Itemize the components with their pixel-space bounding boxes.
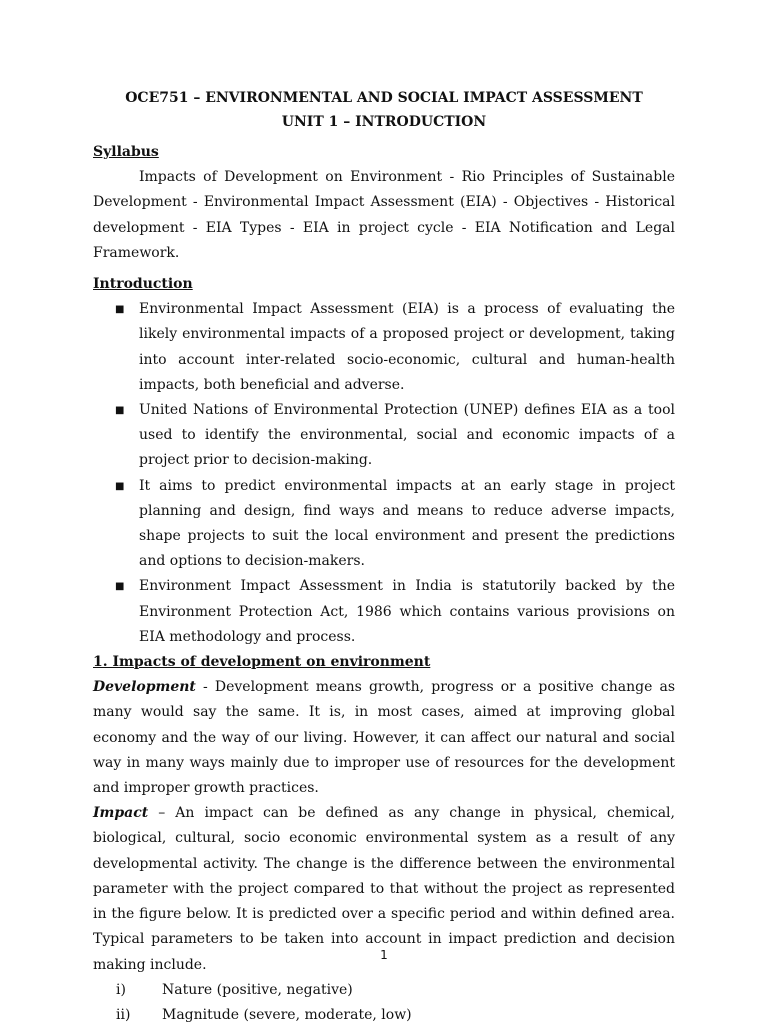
impact-term: Impact: [93, 805, 149, 822]
list-item: ■ Environment Impact Assessment in India is statutorily backed by the Environment Protection Act, 1986 which contains various provisions on EIA methodology and process.: [93, 574, 675, 650]
development-text: - Development means growth, progress or a positive change as many would say the same. It is, in most cases, aimed at improving global economy and the way of our living. However, it can affect our natural and social way in many ways mainly due to improper use of resources for the development and improper growth practices.: [93, 679, 675, 797]
impact-text: – An impact can be defined as any change in physical, chemical, biological, cultural, socio economic environmental system as a result of any developmental activity. The change is the difference between the environmental parameter with the project compared to that without the project as represented in the figure below. It is predicted over a specific period and within defined area. Typical parameters to be taken into account in impact prediction and decision making include.: [93, 805, 675, 973]
syllabus-heading: Syllabus: [93, 144, 159, 160]
introduction-bullet-list: [93, 297, 675, 650]
page-number: 1: [380, 948, 388, 962]
syllabus-text: Impacts of Development on Environment - Rio Principles of Sustainable Development - Environmental Impact Assessment (EIA) - Objectives - Historical development - EIA Types - EIA in project cycle - EIA Notification and Legal Framework.: [93, 169, 675, 261]
impact-parameter-list: [93, 978, 675, 1028]
bullet-icon: ■: [115, 405, 125, 417]
development-term: Development: [93, 679, 196, 696]
bullet-icon: ■: [115, 304, 125, 316]
list-item: ■ United Nations of Environmental Protection (UNEP) defines EIA as a tool used to identify the environmental, social and economic impacts of a project prior to decision-making.: [93, 398, 675, 474]
course-title: OCE751 – ENVIRONMENTAL AND SOCIAL IMPACT ASSESSMENT: [125, 90, 643, 106]
section-1-heading: 1. Impacts of development on environment: [93, 654, 431, 671]
unit-title: UNIT 1 – INTRODUCTION: [281, 114, 487, 130]
list-item: ii) Magnitude (severe, moderate, low): [116, 1006, 412, 1023]
bullet-icon: ■: [115, 480, 125, 492]
development-paragraph: [93, 675, 675, 801]
list-item: i) Nature (positive, negative): [116, 981, 353, 998]
list-item: ■ It aims to predict environmental impacts at an early stage in project planning and design, find ways and means to reduce adverse impacts, shape projects to suit the local environment and present the predictions and options to decision-makers.: [93, 474, 675, 575]
document-page: [93, 86, 675, 1028]
bullet-icon: ■: [115, 581, 125, 593]
list-item: ■ Environmental Impact Assessment (EIA) is a process of evaluating the likely environmental impacts of a proposed project or development, taking into account inter-related socio-economic, cultural and human-health impacts, both beneficial and adverse.: [93, 297, 675, 398]
introduction-heading: Introduction: [93, 276, 193, 293]
